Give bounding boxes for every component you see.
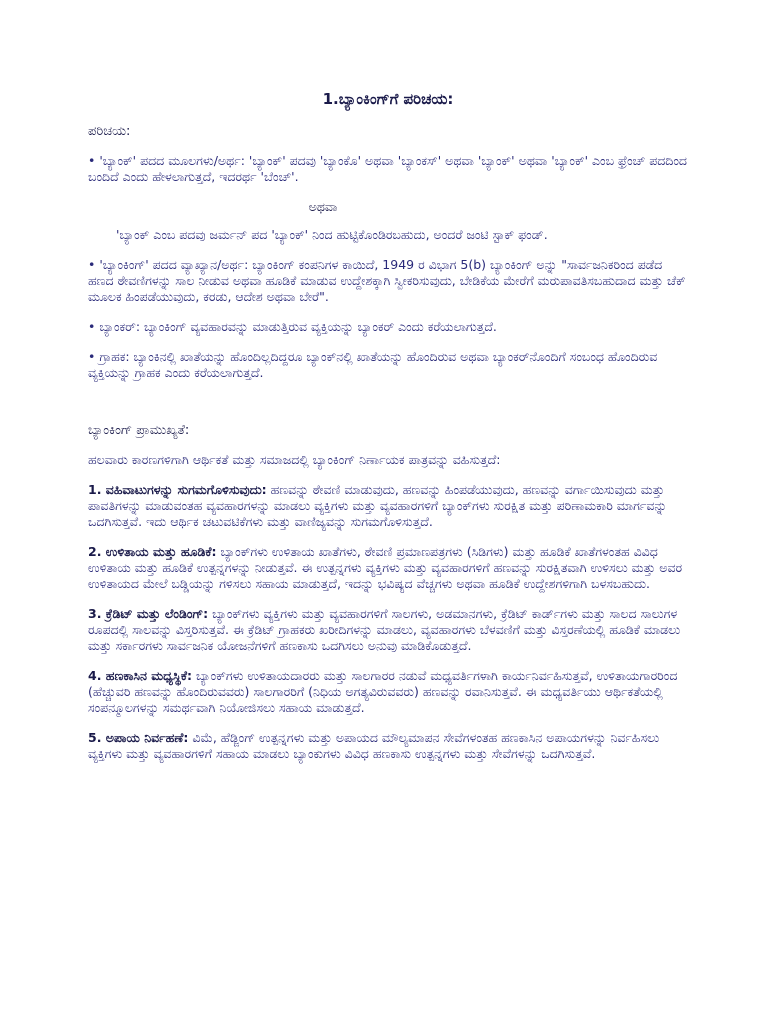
document-page [88,90,688,776]
point-1-text: ಹಣವನ್ನು ಠೇವಣಿ ಮಾಡುವುದು, ಹಣವನ್ನು ಹಿಂಪಡೆಯುವುದು, ಹಣವನ್ನು ವರ್ಗಾಯಿಸುವುದು ಮತ್ತು ಪಾವತಿಗಳನ್ನು ಮಾಡುವಂತಹ ವ್ಯವಹಾರಗಳನ್ನು ಮಾಡಲು ವ್ಯಕ್ತಿಗಳು ಮತ್ತು ವ್ಯವಹಾರಗಳಿಗೆ ಬ್ಯಾಂಕ್‌ಗಳು ಸುರಕ್ಷಿತ ಮತ್ತು ಪರಿಣಾಮಕಾರಿ ಮಾರ್ಗವನ್ನು ಒದಗಿಸುತ್ತವೆ. ಇದು ಆರ್ಥಿಕ ಚಟುವಟಿಕೆಗಳು ಮತ್ತು ವಾಣಿಜ್ಯವನ್ನು ಸುಗಮಗೊಳಿಸುತ್ತದೆ. [88,482,667,529]
point-3-title: 3. ಕ್ರೆಡಿಟ್ ಮತ್ತು ಲೆಂಡಿಂಗ್: [88,606,209,621]
point-4 [88,668,688,716]
importance-heading: ಬ್ಯಾಂಕಿಂಗ್ ಪ್ರಾಮುಖ್ಯತೆ: [88,423,190,438]
point-1-title: 1. ವಹಿವಾಟುಗಳನ್ನು ಸುಗಮಗೊಳಿಸುವುದು: [88,482,267,497]
point-2-text: ಬ್ಯಾಂಕ್‌ಗಳು ಉಳಿತಾಯ ಖಾತೆಗಳು, ಠೇವಣಿ ಪ್ರಮಾಣಪತ್ರಗಳು (ಸಿಡಿಗಳು) ಮತ್ತು ಹೂಡಿಕೆ ಖಾತೆಗಳಂತಹ ವಿವಿಧ ಉಳಿತಾಯ ಮತ್ತು ಹೂಡಿಕೆ ಉತ್ಪನ್ನಗಳನ್ನು ನೀಡುತ್ತವೆ. ಈ ಉತ್ಪನ್ನಗಳು ವ್ಯಕ್ತಿಗಳು ಮತ್ತು ವ್ಯವಹಾರಗಳಿಗೆ ಹಣವನ್ನು ಸುರಕ್ಷಿತವಾಗಿ ಉಳಿಸಲು ಮತ್ತು ಅವರ ಉಳಿತಾಯದ ಮೇಲೆ ಬಡ್ಡಿಯನ್ನು ಗಳಿಸಲು ಸಹಾಯ ಮಾಡುತ್ತದೆ, ಇದನ್ನು ಭವಿಷ್ಯದ ವೆಚ್ಚಗಳು ಅಥವಾ ಹೂಡಿಕೆ ಉದ್ದೇಶಗಳಿಗಾಗಿ ಬಳಸಬಹುದು. [88,544,683,591]
point-2-title: 2. ಉಳಿತಾಯ ಮತ್ತು ಹೂಡಿಕೆ: [88,544,217,559]
importance-intro: ಹಲವಾರು ಕಾರಣಗಳಿಗಾಗಿ ಆರ್ಥಿಕತೆ ಮತ್ತು ಸಮಾಜದಲ್ಲಿ ಬ್ಯಾಂಕಿಂಗ್ ನಿರ್ಣಾಯಕ ಪಾತ್ರವನ್ನು ವಹಿಸುತ್ತದೆ: [88,452,501,467]
paragraph-german-origin: 'ಬ್ಯಾಂಕ್ ಎಂಬ ಪದವು ಜರ್ಮನ್ ಪದ 'ಬ್ಯಾಂಕ್' ನಿಂದ ಹುಟ್ಟಿಕೊಂಡಿರಬಹುದು, ಅಂದರೆ ಜಂಟಿ ಸ್ಟಾಕ್ ಫಂಡ್. [116,227,548,242]
point-2 [88,544,688,592]
paragraph-banker: • ಬ್ಯಾಂಕರ್: ಬ್ಯಾಂಕಿಂಗ್ ವ್ಯವಹಾರವನ್ನು ಮಾಡುತ್ತಿರುವ ವ್ಯಕ್ತಿಯನ್ನು ಬ್ಯಾಂಕರ್ ಎಂದು ಕರೆಯಲಾಗುತ್ತದೆ. [88,319,497,334]
intro-heading: ಪರಿಚಯ: [88,124,131,139]
or-label: ಅಥವಾ [308,199,338,214]
point-5-title: 5. ಅಪಾಯ ನಿರ್ವಹಣೆ: [88,730,189,745]
paragraph-customer: • ಗ್ರಾಹಕ: ಬ್ಯಾಂಕಿನಲ್ಲಿ ಖಾತೆಯನ್ನು ಹೊಂದಿಲ್ಲದಿದ್ದರೂ ಬ್ಯಾಂಕ್‌ನಲ್ಲಿ ಖಾತೆಯನ್ನು ಹೊಂದಿರುವ ಅಥವಾ ಬ್ಯಾಂಕರ್‌ನೊಂದಿಗೆ ಸಂಬಂಧ ಹೊಂದಿರುವ ವ್ಯಕ್ತಿಯನ್ನು ಗ್ರಾಹಕ ಎಂದು ಕರೆಯಲಾಗುತ್ತದೆ. [88,349,658,380]
point-5 [88,730,688,762]
paragraph-banking-definition: • 'ಬ್ಯಾಂಕಿಂಗ್' ಪದದ ವ್ಯಾಖ್ಯಾನ/ಅರ್ಥ: ಬ್ಯಾಂಕಿಂಗ್ ಕಂಪನಿಗಳ ಕಾಯಿದೆ, 1949 ರ ವಿಭಾಗ 5(b) ಬ್ಯಾಂಕಿಂಗ್ ಅನ್ನು "ಸಾರ್ವಜನಿಕರಿಂದ ಪಡೆದ ಹಣದ ಠೇವಣಿಗಳನ್ನು ಸಾಲ ನೀಡುವ ಅಥವಾ ಹೂಡಿಕೆ ಮಾಡುವ ಉದ್ದೇಶಕ್ಕಾಗಿ ಸ್ವೀಕರಿಸುವುದು, ಬೇಡಿಕೆಯ ಮೇರೆಗೆ ಮರುಪಾವತಿಸಬಹುದಾದ ಮತ್ತು ಚೆಕ್ ಮೂಲಕ ಹಿಂಪಡೆಯುವುದು, ಕರಡು, ಆದೇಶ ಅಥವಾ ಬೇರೆ". [88,257,686,304]
section-spacer [88,395,688,423]
point-5-text: ವಿಮೆ, ಹೆಡ್ಜಿಂಗ್ ಉತ್ಪನ್ನಗಳು ಮತ್ತು ಅಪಾಯದ ಮೌಲ್ಯಮಾಪನ ಸೇವೆಗಳಂತಹ ಹಣಕಾಸಿನ ಅಪಾಯಗಳನ್ನು ನಿರ್ವಹಿಸಲು ವ್ಯಕ್ತಿಗಳು ಮತ್ತು ವ್ಯವಹಾರಗಳಿಗೆ ಸಹಾಯ ಮಾಡಲು ಬ್ಯಾಂಕುಗಳು ವಿವಿಧ ಹಣಕಾಸು ಉತ್ಪನ್ನಗಳು ಮತ್ತು ಸೇವೆಗಳನ್ನು ಒದಗಿಸುತ್ತವೆ. [88,730,660,761]
point-1 [88,482,688,530]
point-4-text: ಬ್ಯಾಂಕ್‌ಗಳು ಉಳಿತಾಯದಾರರು ಮತ್ತು ಸಾಲಗಾರರ ನಡುವೆ ಮಧ್ಯವರ್ತಿಗಳಾಗಿ ಕಾರ್ಯನಿರ್ವಹಿಸುತ್ತವೆ, ಉಳಿತಾಯಗಾರರಿಂದ (ಹೆಚ್ಚುವರಿ ಹಣವನ್ನು ಹೊಂದಿರುವವರು) ಸಾಲಗಾರರಿಗೆ (ನಿಧಿಯ ಅಗತ್ಯವಿರುವವರು) ಹಣವನ್ನು ರವಾನಿಸುತ್ತವೆ. ಈ ಮಧ್ಯವರ್ತಿಯು ಆರ್ಥಿಕತೆಯಲ್ಲಿ ಸಂಪನ್ಮೂಲಗಳನ್ನು ಸಮರ್ಥವಾಗಿ ನಿಯೋಜಿಸಲು ಸಹಾಯ ಮಾಡುತ್ತದೆ. [88,668,678,715]
document-title: 1.ಬ್ಯಾಂಕಿಂಗ್‌ಗೆ ಪರಿಚಯ: [322,90,454,108]
paragraph-bank-origin: • 'ಬ್ಯಾಂಕ್' ಪದದ ಮೂಲಗಳು/ಅರ್ಥ: 'ಬ್ಯಾಂಕ್' ಪದವು 'ಬ್ಯಾಂಕೊ' ಅಥವಾ 'ಬ್ಯಾಂಕಸ್' ಅಥವಾ 'ಬ್ಯಾಂಕ್' ಅಥವಾ 'ಬ್ಯಾಂಕ್' ಎಂಬ ಫ್ರೆಂಚ್ ಪದದಿಂದ ಬಂದಿದೆ ಎಂದು ಹೇಳಲಾಗುತ್ತದೆ, ಇದರರ್ಥ 'ಬೆಂಚ್'. [88,153,687,184]
point-4-title: 4. ಹಣಕಾಸಿನ ಮಧ್ಯಸ್ಥಿಕೆ: [88,668,193,683]
point-3 [88,606,688,654]
point-3-text: ಬ್ಯಾಂಕ್‌ಗಳು ವ್ಯಕ್ತಿಗಳು ಮತ್ತು ವ್ಯವಹಾರಗಳಿಗೆ ಸಾಲಗಳು, ಅಡಮಾನಗಳು, ಕ್ರೆಡಿಟ್ ಕಾರ್ಡ್‌ಗಳು ಮತ್ತು ಸಾಲದ ಸಾಲುಗಳ ರೂಪದಲ್ಲಿ ಸಾಲವನ್ನು ವಿಸ್ತರಿಸುತ್ತವೆ. ಈ ಕ್ರೆಡಿಟ್ ಗ್ರಾಹಕರು ಖರೀದಿಗಳನ್ನು ಮಾಡಲು, ವ್ಯವಹಾರಗಳು ಬೆಳವಣಿಗೆ ಮತ್ತು ವಿಸ್ತರಣೆಯಲ್ಲಿ ಹೂಡಿಕೆ ಮಾಡಲು ಮತ್ತು ಸರ್ಕಾರಗಳು ಸಾರ್ವಜನಿಕ ಯೋಜನೆಗಳಿಗೆ ಹಣಕಾಸು ಒದಗಿಸಲು ಅನುವು ಮಾಡಿಕೊಡುತ್ತದೆ. [88,606,681,653]
